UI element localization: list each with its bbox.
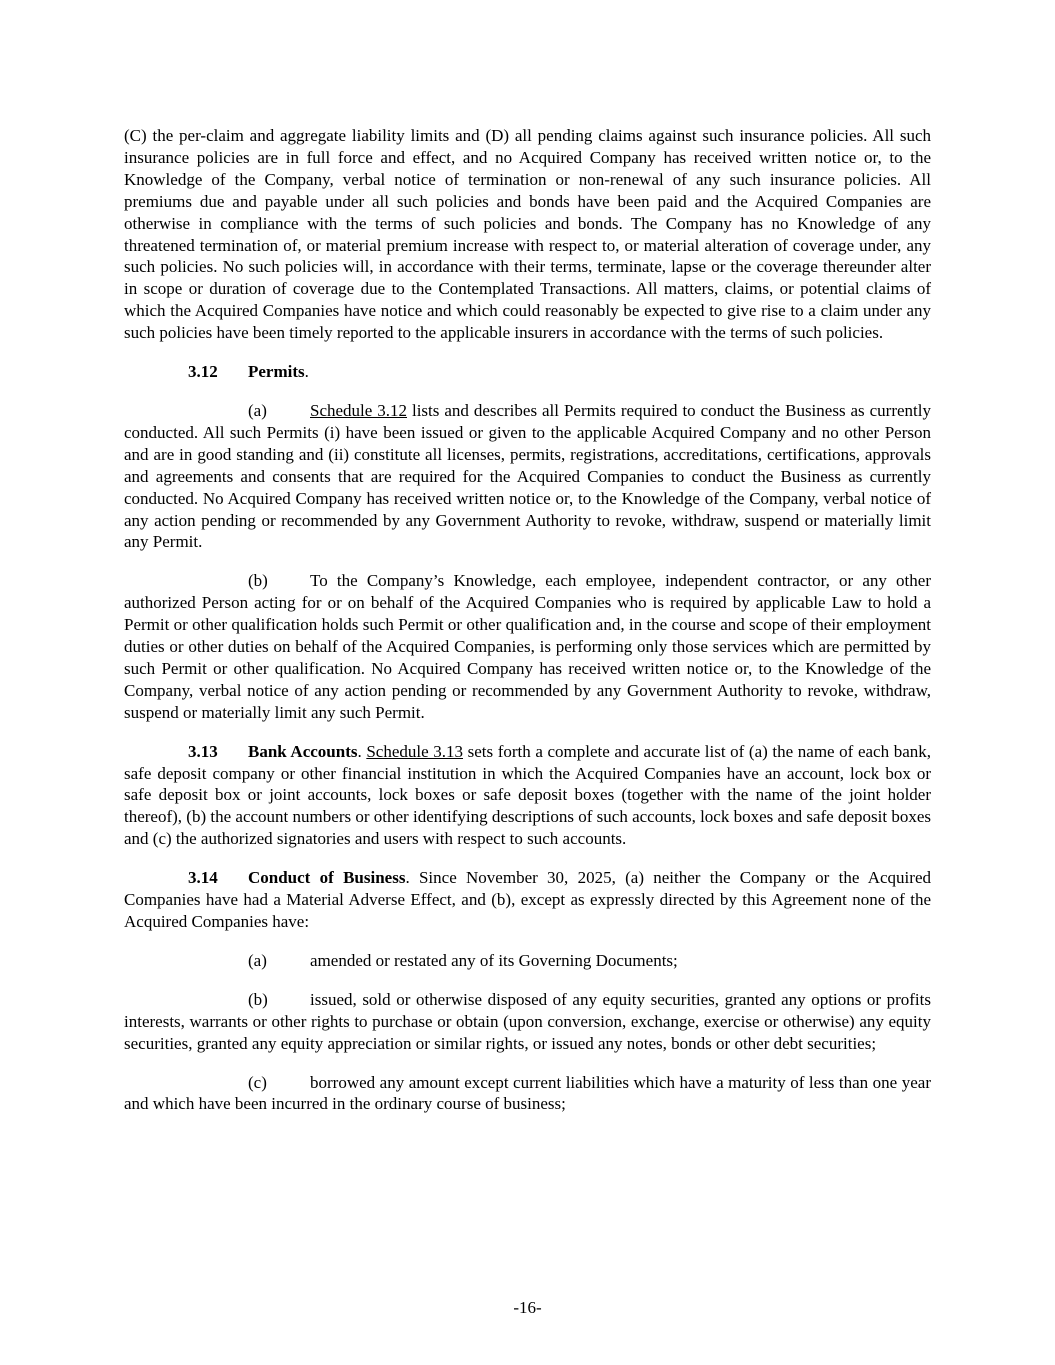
section-title-period: . xyxy=(304,362,309,382)
clause-label: (a) xyxy=(248,400,267,420)
section-3-14-c xyxy=(124,1072,931,1116)
paragraph-insurance-continued: (C) the per-claim and aggregate liability limits and (D) all pending claims against such insurance policies. All such insurance policies are in full force and effect, and no Acquired Company has received written notice or, to the Knowledge of the Company, verbal notice of termination or non-renewal of any such insurance policies. All premiums due and payable under all such policies and bonds have been paid and the Acquired Companies are otherwise in compliance with the terms of such policies and bonds. The Company has no Knowledge of any threatened termination of, or material premium increase with respect to, or material alteration of coverage under, any such policies. No such policies will, in accordance with their terms, terminate, lapse or the coverage thereunder alter in scope or duration of coverage due to the Contemplated Transactions. All matters, claims, or potential claims of which the Acquired Companies have notice and which could reasonably be expected to give rise to a claim under any such policies have been timely reported to the applicable insurers in accordance with the terms of such policies. xyxy=(124,126,931,343)
clause-text: To the Company’s Knowledge, each employee, independent contractor, or any other authorized Person acting for or on behalf of the Acquired Companies who is required by applicable Law to hold a Permit or other qualification holds such Permit or other qualification and, in the course and scope of their employment duties or other duties on behalf of the Acquired Companies, is performing only those services which are permitted by such Permit or other qualification. No Acquired Company has received written notice or, to the Knowledge of the Company, verbal notice of any action pending or recommended by any Government Authority to revoke, withdraw, suspend or materially limit any such Permit. xyxy=(124,571,931,722)
section-number: 3.12 xyxy=(188,362,218,382)
section-3-14-a xyxy=(124,950,931,972)
section-3-12-heading xyxy=(124,361,931,383)
section-3-13 xyxy=(124,741,931,851)
section-3-14 xyxy=(124,867,931,933)
section-3-14-b xyxy=(124,989,931,1055)
clause-text: lists and describes all Permits required to conduct the Business as currently conducted. All such Permits (i) have been issued or given to the applicable Acquired Company and no other Person and are in good standing and (ii) constitute all licenses, permits, registrations, accreditations, certifications, approvals and agreements and consents that are required for the Acquired Companies to conduct the Business as currently conducted. No Acquired Company has received written notice or, to the Knowledge of the Company, verbal notice of any action pending or recommended by any Government Authority to revoke, withdraw, suspend or materially limit any Permit. xyxy=(124,400,931,552)
section-text: sets forth a complete and accurate list of (a) the name of each bank, safe deposit company or other financial institution in which the Acquired Companies have an account, lock box or safe deposit box or joint accounts, lock boxes or safe deposit boxes (together with the name of the joint holder thereof), (b) the account numbers or other identifying descriptions of such accounts, lock boxes and safe deposit boxes and (c) the authorized signatories and users with respect to such accounts. xyxy=(124,741,931,849)
clause-label: (a) xyxy=(248,950,267,970)
section-title-sep: . xyxy=(357,741,367,761)
page-number: -16- xyxy=(513,1298,542,1317)
section-text: . Since November 30, 2025, (a) neither the Company or the Acquired Companies have had a Material Adverse Effect, and (b), except as expressly directed by this Agreement none of the Acquired Companies have: xyxy=(124,868,931,931)
clause-label: (b) xyxy=(248,571,268,591)
clause-label: (b) xyxy=(248,989,268,1009)
schedule-3-13-link: Schedule 3.13 xyxy=(366,741,463,761)
section-title: Permits xyxy=(248,362,305,382)
clause-text: borrowed any amount except current liabilities which have a maturity of less than one year and which have been incurred in the ordinary course of business; xyxy=(124,1072,931,1114)
clause-text: issued, sold or otherwise disposed of any equity securities, granted any options or profits interests, warrants or other rights to purchase or obtain (upon conversion, exchange, exercise or otherwise) any equity securities, granted any equity appreciation or similar rights, or issued any notes, bonds or other debt securities; xyxy=(124,989,931,1053)
section-title: Bank Accounts xyxy=(248,741,358,761)
document-page xyxy=(124,125,931,1132)
clause-text: amended or restated any of its Governing Documents; xyxy=(310,950,678,970)
section-3-12-b xyxy=(124,570,931,723)
section-number: 3.14 xyxy=(188,868,218,888)
section-3-12-a xyxy=(124,400,931,553)
clause-label: (c) xyxy=(248,1072,267,1092)
section-title: Conduct of Business xyxy=(248,868,406,888)
section-number: 3.13 xyxy=(188,741,218,761)
schedule-3-12-link: Schedule 3.12 xyxy=(310,400,408,420)
